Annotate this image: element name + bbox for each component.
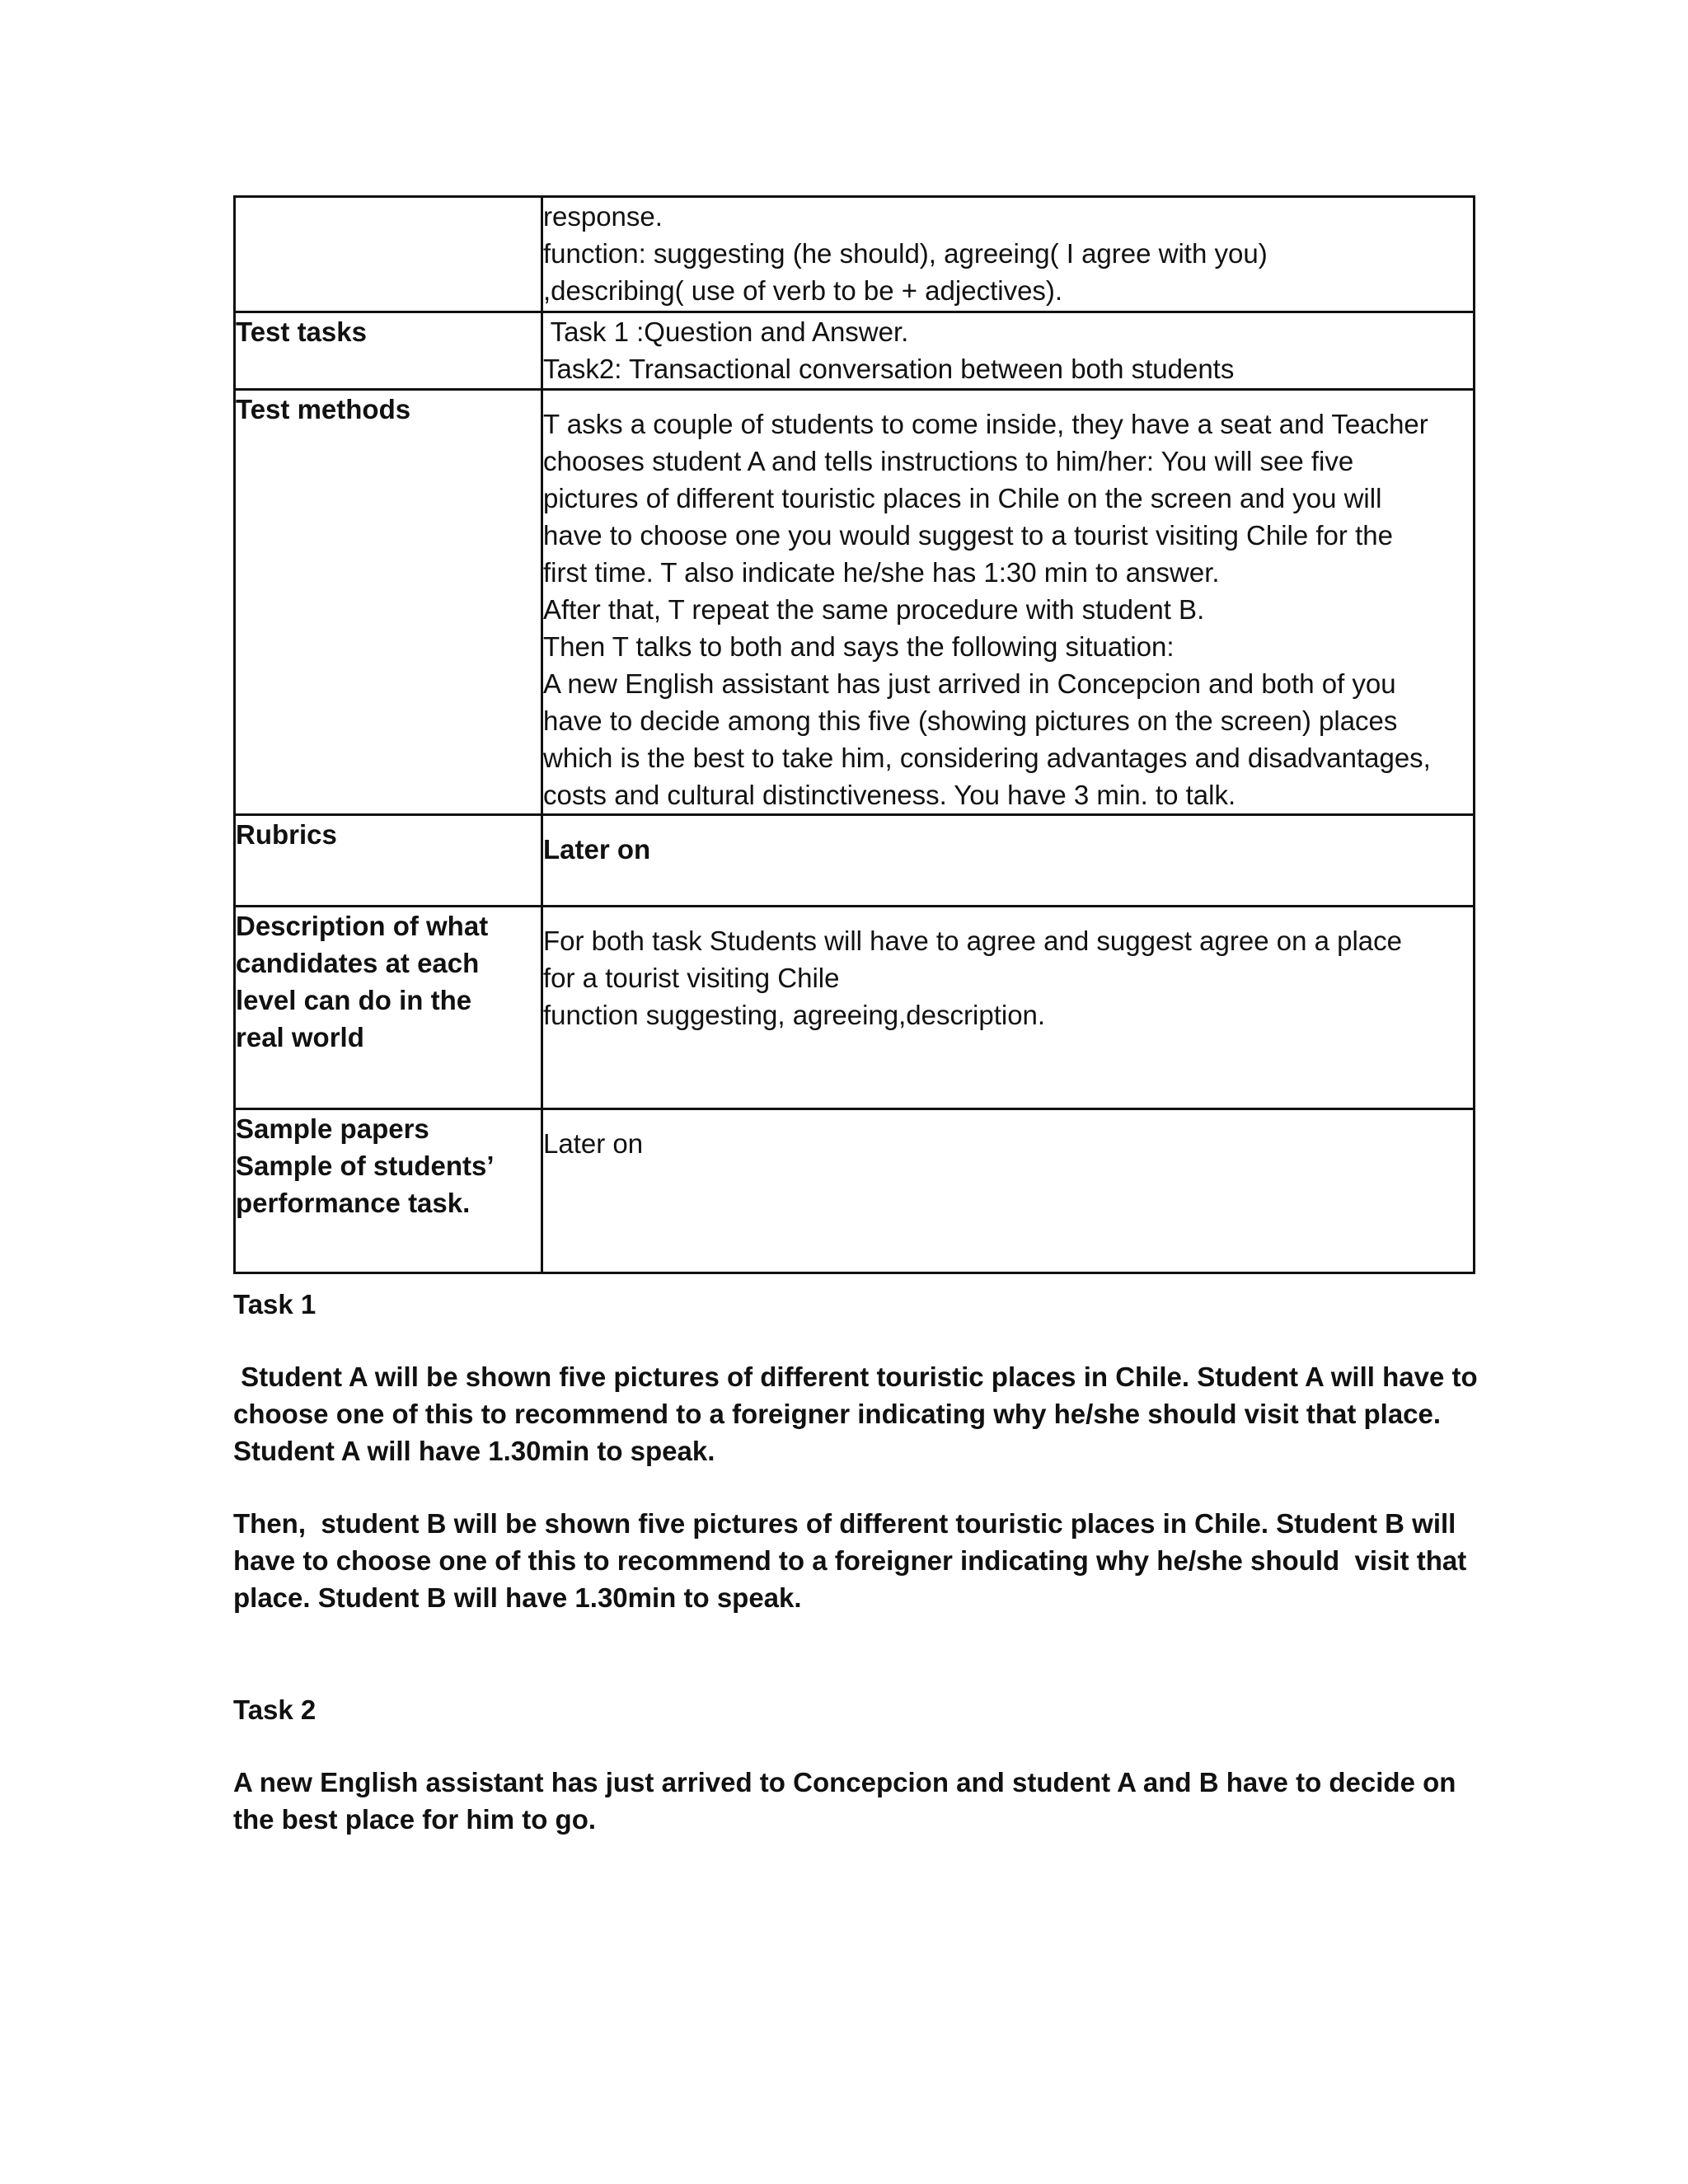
content-line: function suggesting, agreeing,description. [543, 1000, 1046, 1030]
row-content-description [542, 907, 1475, 1109]
label-line: Sample of students’ [236, 1151, 495, 1181]
label-line: Test methods [236, 394, 411, 424]
content-line: Task2: Transactional conversation between both students [543, 354, 1235, 384]
label-line: performance task. [236, 1188, 471, 1218]
label-line: level can do in the [236, 985, 472, 1015]
content-line: chooses student A and tells instructions to him/her: You will see five [543, 446, 1354, 476]
row-content-rubrics [542, 815, 1475, 907]
task1-heading-text: Task 1 [233, 1289, 316, 1319]
row-content-test-methods [542, 390, 1475, 815]
content-line: A new English assistant has just arrived in Concepcion and both of you [543, 668, 1396, 699]
content-line: response. [543, 201, 663, 232]
task1-heading [233, 1286, 1473, 1323]
content-line: have to choose one you would suggest to a tourist visiting Chile for the [543, 520, 1393, 551]
content-line: function: suggesting (he should), agreeing( I agree with you) [543, 238, 1268, 269]
content-line: Task 1 :Question and Answer. [543, 316, 909, 347]
row-content-test-tasks [542, 312, 1475, 390]
content-line: T asks a couple of students to come inside, they have a seat and Teacher [543, 409, 1428, 439]
label-line: candidates at each [236, 948, 480, 978]
row-label-sample-papers [235, 1109, 542, 1273]
paragraph-line: choose one of this to recommend to a foreigner indicating why he/she should visit that place. [233, 1399, 1442, 1429]
paragraph-line: have to choose one of this to recommend to a foreigner indicating why he/she should visit that [233, 1545, 1467, 1576]
content-line: costs and cultural distinctiveness. You have 3 min. to talk. [543, 780, 1236, 810]
paragraph-line: A new English assistant has just arrived to Concepcion and student A and B have to decide on [233, 1767, 1456, 1797]
paragraph-line: Then, student B will be shown five pictures of different touristic places in Chile. Student B will [233, 1508, 1456, 1539]
content-line: Later on [543, 834, 651, 865]
table-row [235, 312, 1475, 390]
label-line: Rubrics [236, 819, 337, 850]
content-line: pictures of different touristic places in Chile on the screen and you will [543, 483, 1382, 513]
row-label-description [235, 907, 542, 1109]
paragraph-line: Student A will be shown five pictures of different touristic places in Chile. Student A will have to [233, 1361, 1478, 1392]
task2-heading-text: Task 2 [233, 1694, 316, 1725]
content-line: After that, T repeat the same procedure with student B. [543, 594, 1205, 625]
content-line: for a tourist visiting Chile [543, 963, 840, 993]
content-line: Then T talks to both and says the following situation: [543, 631, 1175, 662]
label-line: real world [236, 1022, 364, 1052]
row-label-test-tasks [235, 312, 542, 390]
task1-paragraph-student-a [233, 1358, 1478, 1469]
table-row [235, 907, 1475, 1109]
table-row [235, 390, 1475, 815]
task1-paragraph-student-b [233, 1505, 1473, 1616]
content-line: first time. T also indicate he/she has 1:30 min to answer. [543, 557, 1220, 588]
row-content-sample-papers [542, 1109, 1475, 1273]
content-line: have to decide among this five (showing pictures on the screen) places [543, 705, 1398, 736]
content-line: For both task Students will have to agree and suggest agree on a place [543, 926, 1402, 956]
content-line: which is the best to take him, considering advantages and disadvantages, [543, 743, 1431, 773]
label-line: Sample papers [236, 1113, 429, 1144]
content-line: Later on [543, 1128, 644, 1159]
label-line: Test tasks [236, 316, 367, 347]
task2-heading [233, 1691, 1473, 1728]
paragraph-line: the best place for him to go. [233, 1804, 597, 1835]
row-label-test-methods [235, 390, 542, 815]
paragraph-line: place. Student B will have 1.30min to speak. [233, 1582, 802, 1613]
row-content-functions [542, 197, 1475, 312]
table-row [235, 1109, 1475, 1273]
paragraph-line: Student A will have 1.30min to speak. [233, 1436, 715, 1466]
row-label-rubrics [235, 815, 542, 907]
task2-paragraph [233, 1764, 1473, 1838]
label-line: Description of what [236, 911, 489, 941]
test-specification-table [233, 195, 1475, 1274]
table-row [235, 815, 1475, 907]
row-label-empty [235, 197, 542, 312]
table-row [235, 197, 1475, 312]
content-line: ,describing( use of verb to be + adjectives). [543, 275, 1063, 306]
